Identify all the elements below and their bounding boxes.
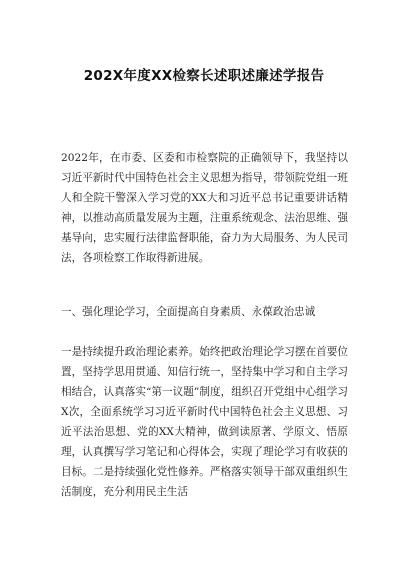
intro-paragraph: 2022年，在市委、区委和市检察院的正确领导下，我坚持以习近平新时代中国特色社会主义思想为指导，带领院党组一班人和全院干警深入学习党的XX大和习近平总书记重要讲话精神，以推动高质量发展为主题，注重系统观念、法治思维、强基导向，忠实履行法律监督职能，奋力为大局服务、为人民司法，各项检察工作取得新进展。	[61, 152, 348, 264]
body-paragraph: 一是持续提升政治理论素养。始终把政治理论学习摆在首要位置，坚持学思用贯通、知信行统一，坚持集中学习和自主学习相结合，认真落实“第一议题”制度，组织召开党组中心组学习X次，全面系统学习习近平新时代中国特色社会主义思想、习近平法治思想、党的XX大精神，做到读原著、学原文、悟原理，认真撰写学习笔记和心得体会，实现了理论学习有收获的目标。二是持续强化党性修养。严格落实领导干部双重组织生活制度，充分利用民主生活	[61, 346, 348, 498]
document-title: 202X年度XX检察长述职述廉述学报告	[83, 68, 325, 84]
section-heading: 一、强化理论学习，全面提高自身素质、永葆政治忠诚	[61, 306, 316, 318]
